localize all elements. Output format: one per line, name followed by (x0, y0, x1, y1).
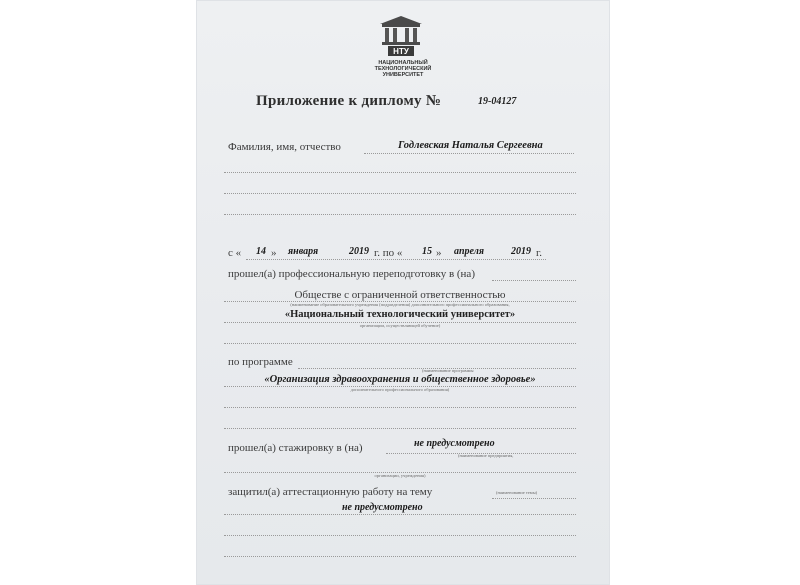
retraining-label-underline (492, 280, 576, 281)
thesis-value: не предусмотрено (342, 502, 423, 513)
period-from-year: 2019 (349, 246, 369, 257)
thesis-label-underline (492, 498, 576, 499)
period-to-month: апреля (454, 246, 485, 257)
program-hint-1: (наименование программы (422, 368, 474, 373)
blank-line-4 (224, 343, 576, 344)
period-from-day: 14 (256, 246, 266, 257)
thesis-label: защитил(а) аттестационную работу на тему (228, 486, 433, 498)
logo-caption-line-2: ТЕХНОЛОГИЧЕСКИЙ (374, 66, 432, 72)
fio-underline (364, 153, 574, 154)
internship-hint-2: организации, учреждения) (374, 473, 426, 478)
retraining-org-hint-1: (наименование образовательного учреждения (подразделения) дополнительного профессионального образования, (290, 302, 510, 307)
period-from-month: января (288, 246, 319, 257)
period-underline (246, 259, 546, 260)
retraining-org-line-1: Обществе с ограниченной ответственностью (294, 289, 506, 301)
program-value: «Организация здравоохранения и общественное здоровье» (264, 374, 536, 385)
logo-caption-line-1: НАЦИОНАЛЬНЫЙ (378, 60, 428, 66)
blank-line-5 (224, 407, 576, 408)
period-to-year: 2019 (511, 246, 531, 257)
period-from-prefix: с « (228, 247, 242, 259)
period-middle-text: г. по « (374, 247, 403, 259)
period-from-day-close: » (271, 247, 277, 259)
university-logo (376, 14, 426, 60)
program-hint-2: дополнительного профессионального образования) (350, 387, 450, 392)
logo-caption-line-3: УНИВЕРСИТЕТ (382, 72, 424, 78)
svg-text:НТУ: НТУ (393, 47, 409, 56)
period-suffix: г. (536, 247, 543, 259)
fio-label: Фамилия, имя, отчество (228, 141, 341, 153)
internship-label: прошел(а) стажировку в (на) (228, 442, 363, 454)
blank-line-1 (224, 172, 576, 173)
document-title: Приложение к диплому № (256, 93, 442, 109)
period-to-day: 15 (422, 246, 432, 257)
fio-value: Годлевская Наталья Сергеевна (398, 140, 543, 151)
blank-line-8 (224, 556, 576, 557)
diploma-number: 19-04127 (478, 96, 517, 107)
internship-hint-1: (наименование предприятия, (458, 453, 514, 458)
blank-line-7 (224, 535, 576, 536)
period-to-day-close: » (436, 247, 442, 259)
thesis-value-underline (224, 514, 576, 515)
program-label: по программе (228, 356, 293, 368)
blank-line-3 (224, 214, 576, 215)
blank-line-2 (224, 193, 576, 194)
blank-line-6 (224, 428, 576, 429)
internship-value: не предусмотрено (414, 438, 495, 449)
building-icon (376, 14, 426, 60)
retraining-org-hint-2: организации, осуществляющей обучение) (359, 323, 441, 328)
retraining-label: прошел(а) профессиональную переподготовку в (на) (228, 268, 475, 280)
thesis-hint: (наименование темы) (496, 490, 538, 495)
diploma-supplement-page (196, 0, 610, 585)
retraining-org-line-2: «Национальный технологический университет» (284, 309, 516, 320)
